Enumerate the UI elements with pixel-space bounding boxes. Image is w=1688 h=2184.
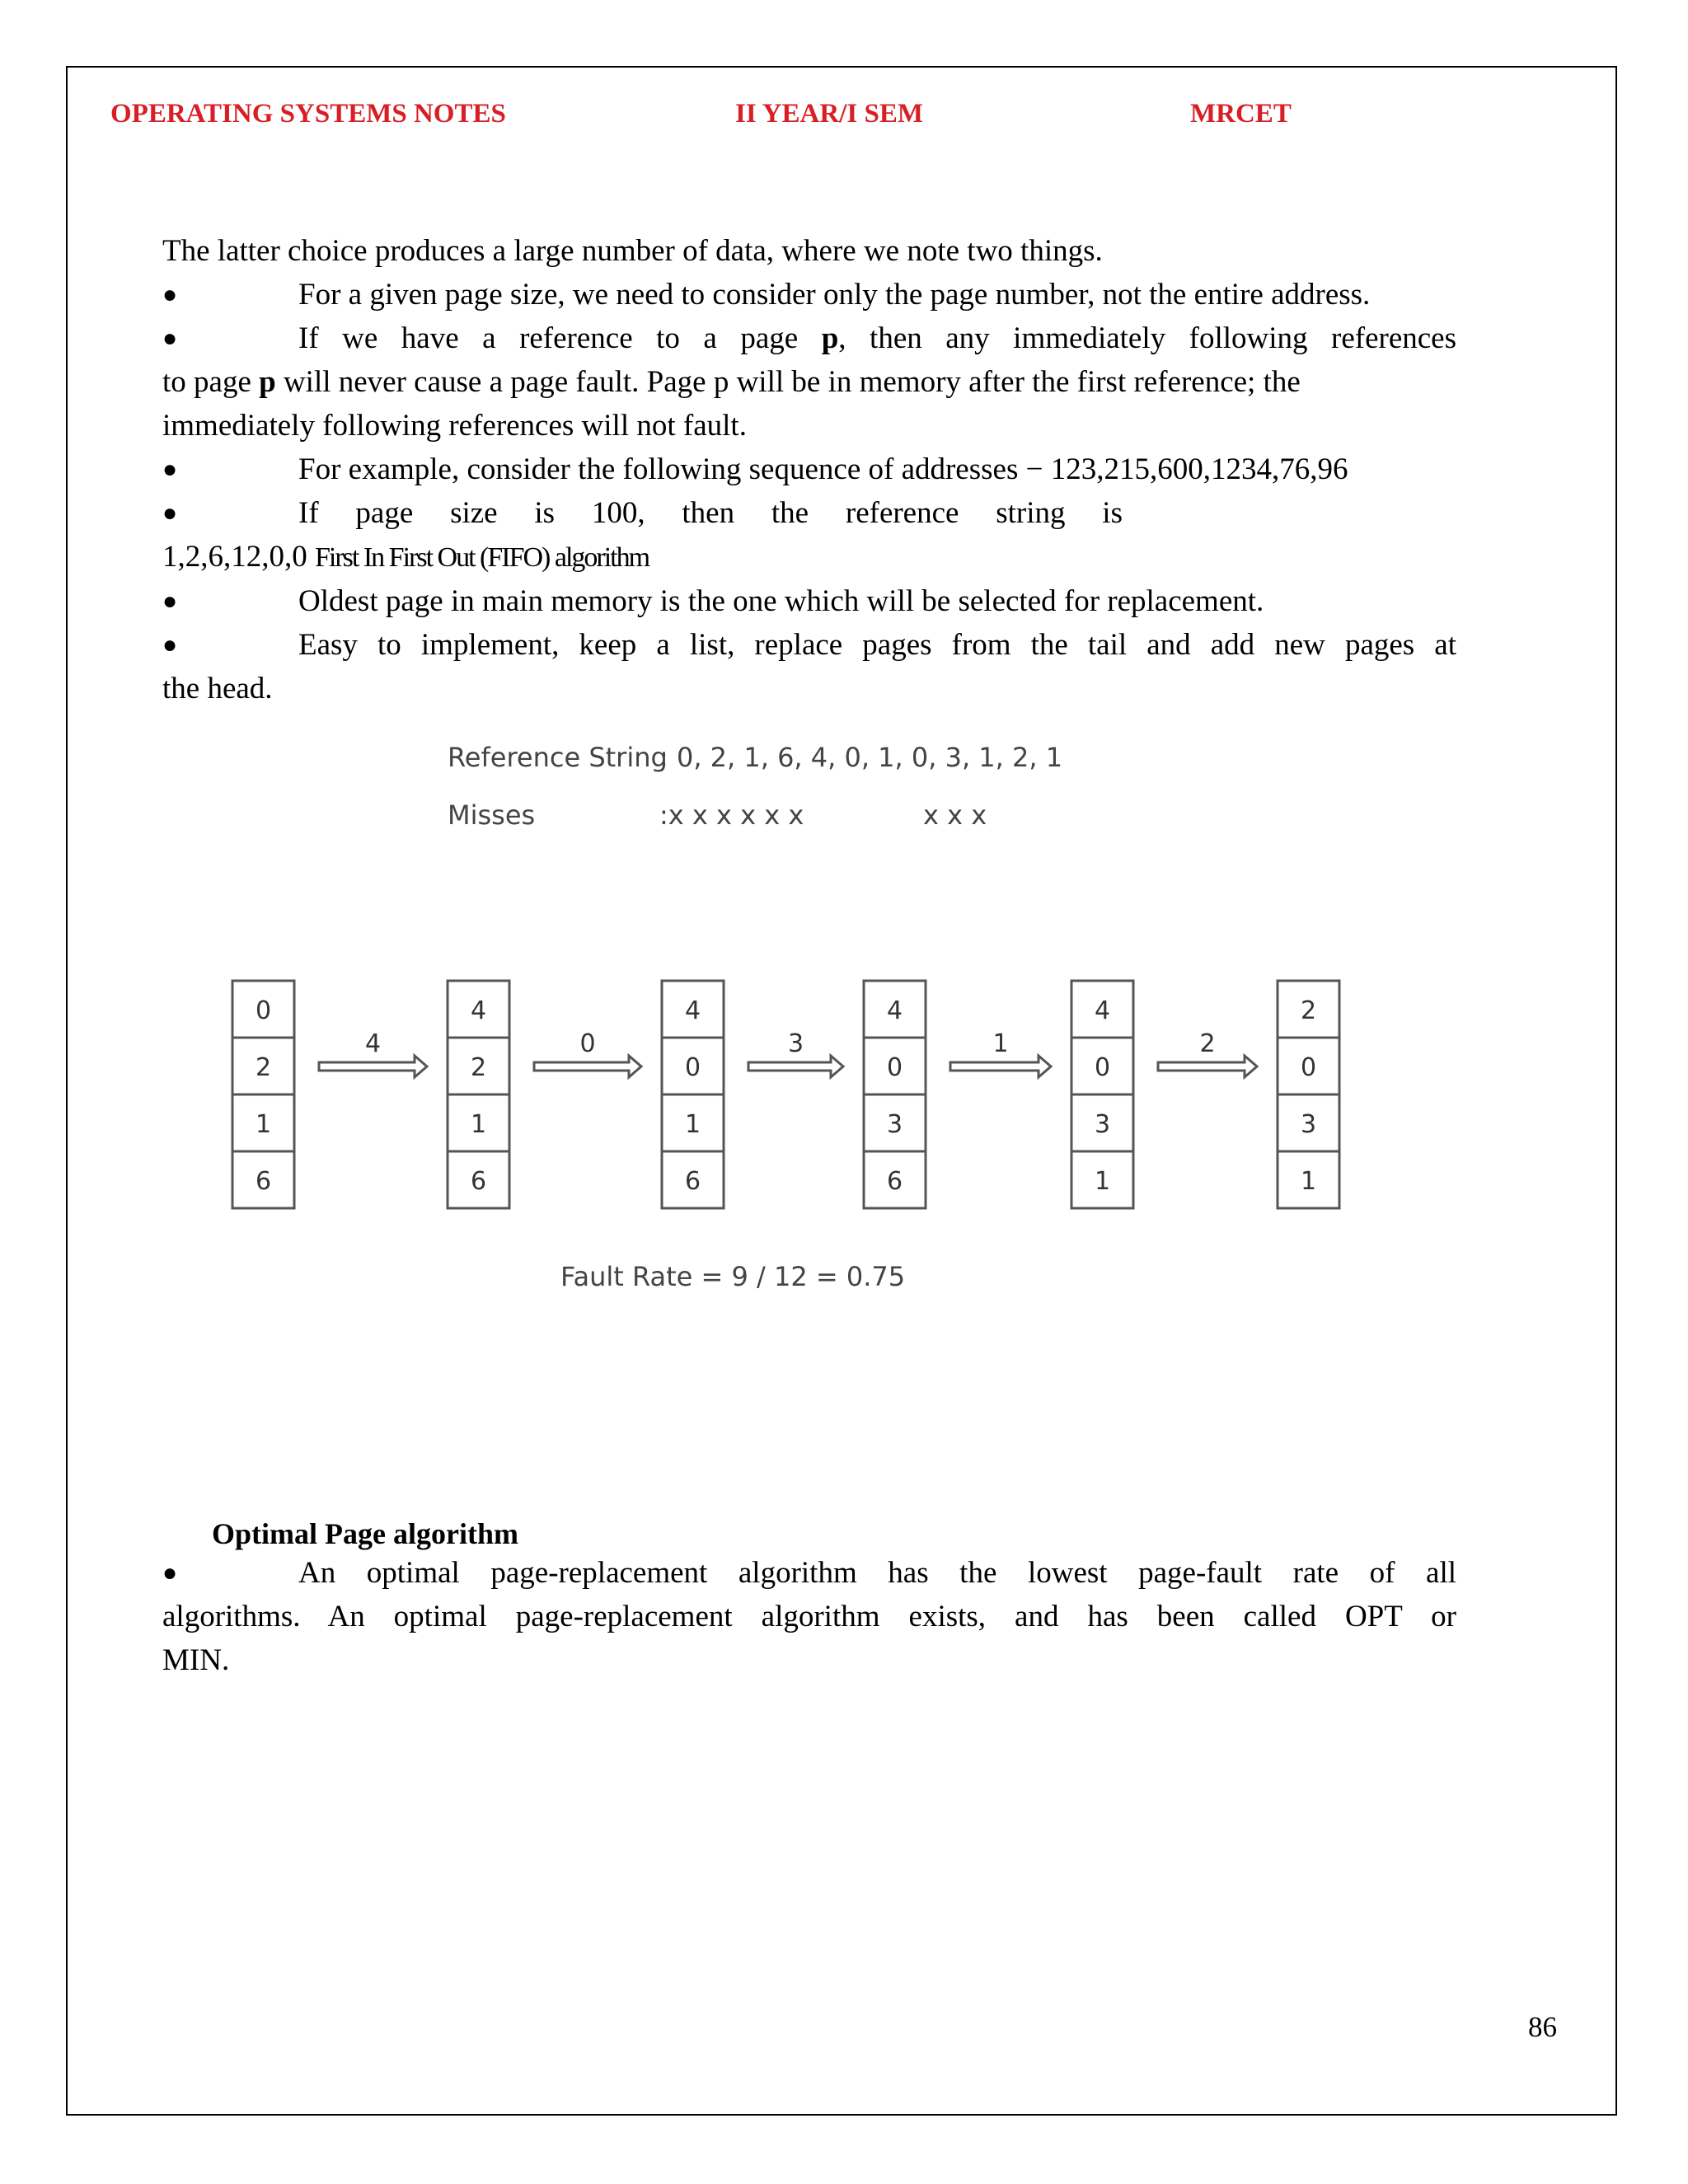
misses-values: :x x x x x x [659,799,804,831]
bullet-icon: ● [162,588,178,615]
frame-value: 1 [1300,1167,1317,1196]
bullet-reference [162,316,1456,360]
frame-stack [448,981,509,1208]
optimal-continued: algorithms. An optimal page-replacement algorithm exists, and has been called OPT or [162,1600,1456,1633]
frame-value: 0 [684,1053,701,1082]
frame-value: 0 [1300,1053,1317,1082]
arrow-label: 3 [787,1029,804,1058]
bullet-text: Easy to implement, keep a list, replace pages from the tail and add new pages at [298,628,1456,662]
frame-value: 1 [1094,1167,1111,1196]
bullet-text: Oldest page in main memory is the one which will be selected for replacement. [298,584,1264,618]
main-text [162,229,1456,710]
bullet-icon: ● [162,1559,178,1586]
frame-stack [232,981,294,1208]
bullet-text: An optimal page-replacement algorithm has the lowest page-fault rate of all [298,1556,1456,1590]
arrow-label: 4 [364,1029,382,1058]
frame-value: 4 [684,996,701,1025]
misses-label: Misses [448,799,536,831]
bullet-reference-continued: to page p will never cause a page fault. Page p will be in memory after the first reference; the [162,365,1301,399]
frame-stack [1278,981,1339,1208]
frame-value: 4 [886,996,903,1025]
arrow-label: 0 [579,1029,596,1058]
reference-string: 1,2,6,12,0,0 [162,540,307,574]
arrow-icon [1158,1056,1257,1077]
bullet-oldest-page [162,579,1456,623]
frame-stack [662,981,724,1208]
frame-value: 2 [1300,996,1317,1025]
frame-value: 0 [255,996,272,1025]
optimal-text [162,1551,1456,1682]
frame-value: 0 [1094,1053,1111,1082]
header-course-title: OPERATING SYSTEMS NOTES [110,99,506,129]
reference-string-values: : 0, 2, 1, 6, 4, 0, 1, 0, 3, 1, 2, 1 [659,742,1063,773]
bullet-optimal [162,1551,1456,1595]
fifo-diagram [214,717,1368,1327]
frame-stack [1071,981,1133,1208]
arrow-icon [534,1056,641,1077]
frame-value: 6 [684,1167,701,1196]
bullet-text: For example, consider the following sequence of addresses − 123,215,600,1234,76,96 [298,452,1348,486]
fifo-diagram-svg [214,717,1368,1327]
frame-value: 6 [886,1167,903,1196]
bullet-text: If page size is 100, then the reference string is [298,496,1123,530]
bullet-reference-end: immediately following references will not fault. [162,409,747,443]
bullet-icon: ● [162,325,178,352]
reference-string-label: Reference String [448,742,668,773]
intro-paragraph: The latter choice produces a large number of data, where we note two things. [162,234,1103,268]
frame-value: 2 [255,1053,272,1082]
frame-value: 1 [470,1110,487,1139]
header-semester: II YEAR/I SEM [735,99,923,129]
bullet-page-number [162,273,1456,316]
arrow-label: 2 [1199,1029,1216,1058]
arrow-icon [319,1056,427,1077]
frame-value: 1 [684,1110,701,1139]
bullet-text: For a given page size, we need to consider only the page number, not the entire address. [298,278,1371,312]
frame-value: 3 [1300,1110,1317,1139]
bullet-icon: ● [162,281,178,308]
bullet-icon: ● [162,499,178,527]
header-institution: MRCET [1190,99,1292,129]
optimal-heading: Optimal Page algorithm [212,1517,518,1550]
misses-values-second: x x x [923,799,987,831]
frame-value: 3 [1094,1110,1111,1139]
bullet-easy-implement [162,623,1456,667]
bullet-icon: ● [162,631,178,658]
bullet-text: If we have a reference to a page p, then any immediately following references [298,321,1456,355]
frame-value: 6 [470,1167,487,1196]
optimal-end: MIN. [162,1643,230,1677]
frame-value: 3 [886,1110,903,1139]
frame-value: 2 [470,1053,487,1082]
arrow-icon [748,1056,843,1077]
fault-rate: Fault Rate = 9 / 12 = 0.75 [560,1261,906,1292]
fifo-heading: First In First Out (FIFO) algorithm [315,542,649,573]
frame-value: 6 [255,1167,272,1196]
frame-stack [864,981,926,1208]
bullet-easy-implement-end: the head. [162,672,273,705]
frame-value: 1 [255,1110,272,1139]
frame-value: 4 [1094,996,1111,1025]
bullet-icon: ● [162,456,178,483]
bullet-page-size [162,491,1123,535]
bullet-example [162,448,1456,491]
page-number: 86 [1528,2011,1557,2043]
frame-value: 4 [470,996,487,1025]
reference-string-line [162,535,1456,579]
arrow-label: 1 [992,1029,1009,1058]
arrow-icon [950,1056,1051,1077]
frame-value: 0 [886,1053,903,1082]
